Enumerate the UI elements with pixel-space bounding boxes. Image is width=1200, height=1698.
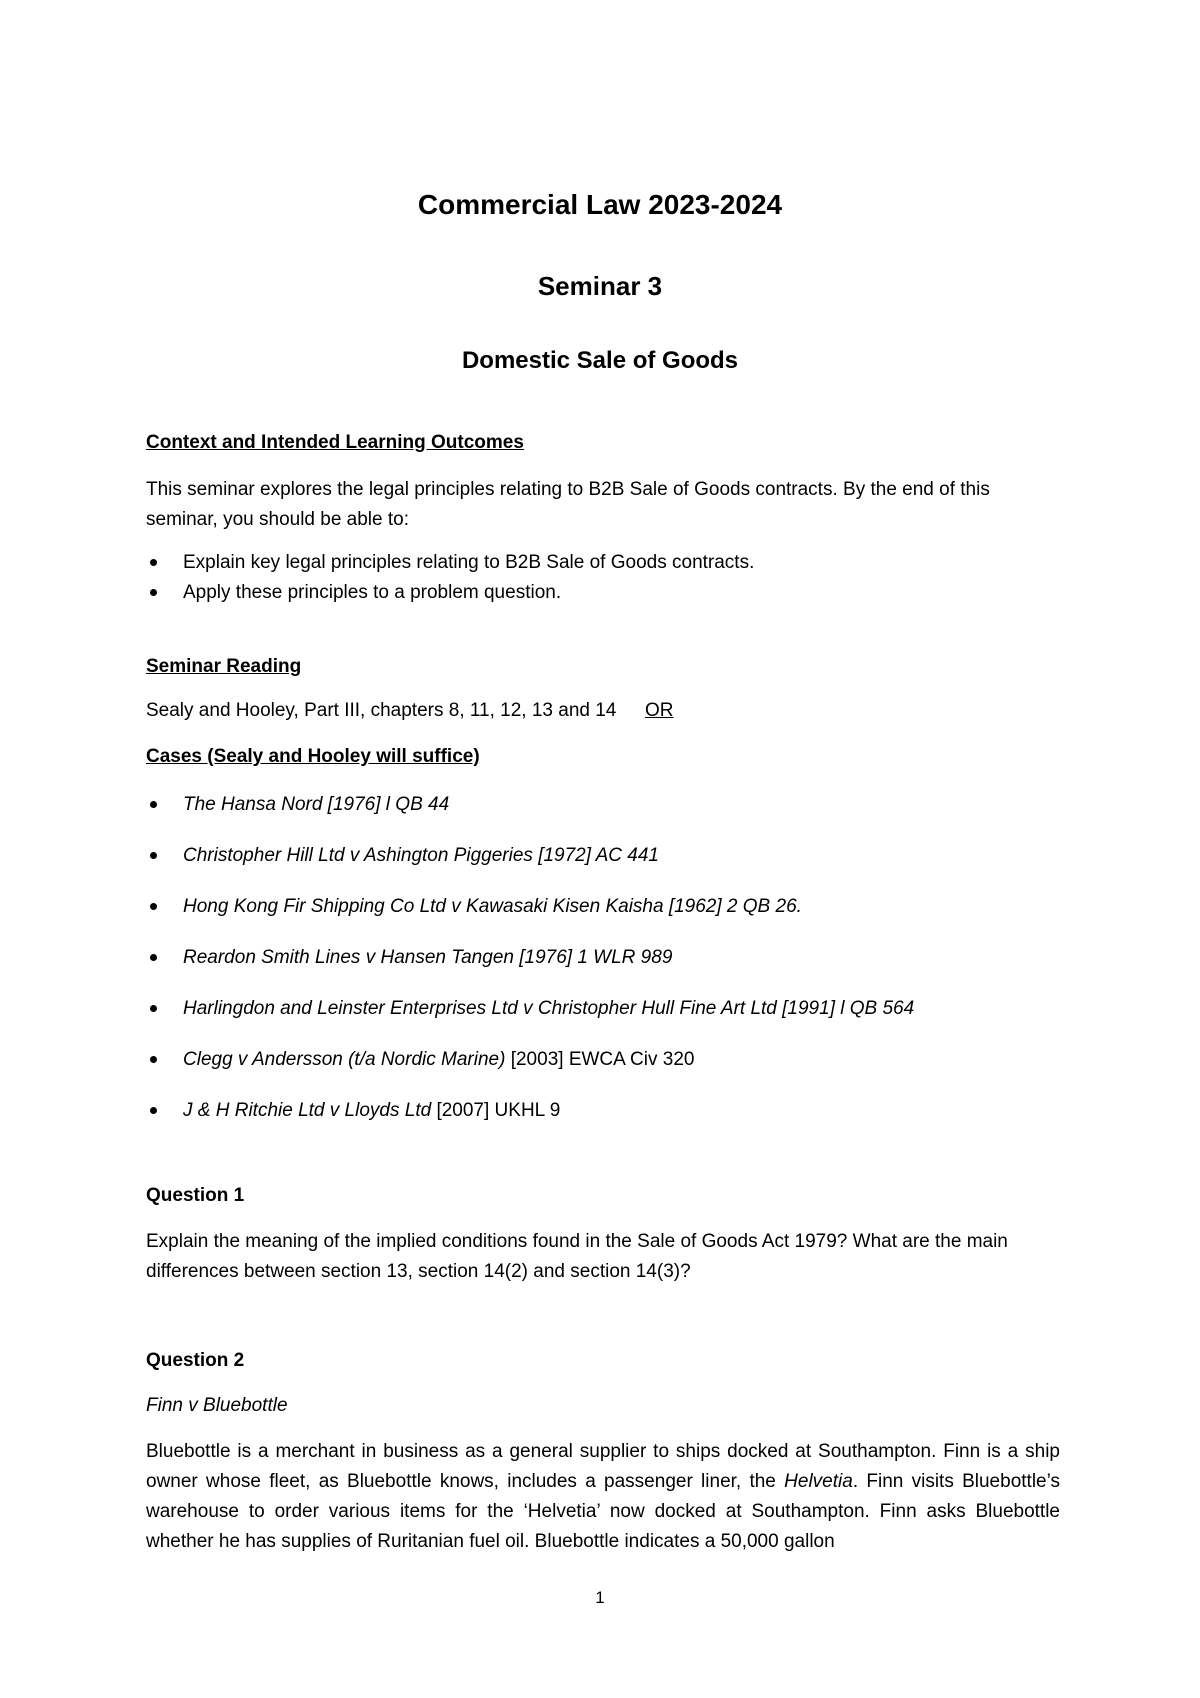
case-item: J & H Ritchie Ltd v Lloyds Ltd [2007] UKHL 9: [146, 1096, 1060, 1126]
reading-heading: Seminar Reading: [146, 656, 302, 677]
question2-case-title-block: [146, 1395, 1060, 1417]
bullet-icon: [150, 801, 157, 808]
reading-or: OR: [644, 700, 674, 721]
seminar-title: Seminar 3: [537, 271, 663, 301]
course-title: Commercial Law 2023-2024: [417, 189, 783, 220]
bullet-icon: [150, 589, 157, 596]
case-item: The Hansa Nord [1976] l QB 44: [146, 790, 1060, 820]
bullet-icon: [150, 852, 157, 859]
cases-block: [146, 790, 1060, 1147]
question2-case-title: Finn v Bluebottle: [146, 1395, 288, 1416]
cases-list: [146, 790, 1060, 1126]
question2-heading-block: [146, 1350, 1060, 1372]
topic-title: Domestic Sale of Goods: [461, 347, 739, 374]
context-intro-block: [146, 475, 1060, 535]
bullet-icon: [150, 1107, 157, 1114]
bullet-icon: [150, 1005, 157, 1012]
cases-heading-block: [146, 746, 1060, 768]
question2-heading: Question 2: [146, 1350, 245, 1371]
cases-heading: Cases (Sealy and Hooley will suffice): [146, 746, 480, 767]
question1-heading-block: [146, 1185, 1060, 1207]
page-number: 1: [595, 1588, 605, 1607]
context-heading: Context and Intended Learning Outcomes: [146, 432, 524, 453]
question2-body: Bluebottle is a merchant in business as a general supplier to ships docked at Southampton. Finn is a ship owner whose fleet, as Bluebottle knows, includes a passenger liner, the Helvetia. Finn visits Bluebottle’s warehouse to order various items for the ‘Helvetia’ now docked at Southampton. Finn asks Bluebottle whether he has supplies of Ruritanian fuel oil. Bluebottle indicates a 50,000 gallon: [146, 1441, 1060, 1552]
question1-text-block: [146, 1227, 1060, 1287]
outcome-item: Apply these principles to a problem question.: [146, 578, 1060, 608]
context-section: [146, 432, 1060, 454]
outcomes-list: [146, 548, 1060, 608]
reading-text-block: [146, 700, 1060, 722]
case-item: Clegg v Andersson (t/a Nordic Marine) [2003] EWCA Civ 320: [146, 1045, 1060, 1075]
outcomes-block: [146, 548, 1060, 608]
question1-text: Explain the meaning of the implied conditions found in the Sale of Goods Act 1979? What are the main differences between section 13, section 14(2) and section 14(3)?: [146, 1231, 1008, 1282]
case-item: Hong Kong Fir Shipping Co Ltd v Kawasaki Kisen Kaisha [1962] 2 QB 26.: [146, 892, 1060, 922]
ship-name: Helvetia: [784, 1471, 853, 1492]
bullet-icon: [150, 559, 157, 566]
case-item: Reardon Smith Lines v Hansen Tangen [1976] 1 WLR 989: [146, 943, 1060, 973]
bullet-icon: [150, 954, 157, 961]
bullet-icon: [150, 1056, 157, 1063]
context-intro: This seminar explores the legal principles relating to B2B Sale of Goods contracts. By the end of this seminar, you should be able to:: [146, 479, 990, 530]
case-item: Christopher Hill Ltd v Ashington Piggeries [1972] AC 441: [146, 841, 1060, 871]
reading-heading-block: [146, 656, 1060, 678]
reading-text: Sealy and Hooley, Part III, chapters 8, 11, 12, 13 and 14: [146, 700, 617, 721]
bullet-icon: [150, 903, 157, 910]
outcome-item: Explain key legal principles relating to B2B Sale of Goods contracts.: [146, 548, 1060, 578]
question2-body-block: [146, 1437, 1060, 1557]
question1-heading: Question 1: [146, 1185, 245, 1206]
case-item: Harlingdon and Leinster Enterprises Ltd v Christopher Hull Fine Art Ltd [1991] l QB 564: [146, 994, 1060, 1024]
